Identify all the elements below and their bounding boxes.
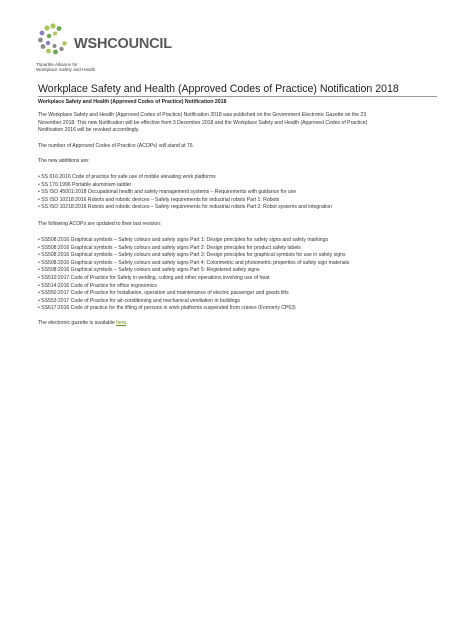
list-item: • SS508:2016 Graphical symbols – Safety colours and safety signs Part 2: Design principles for product safety labels: [38, 244, 301, 251]
updated-heading: [38, 221, 437, 229]
list-item: • SS508:2016 Graphical symbols – Safety colours and safety signs Part 1: Design principles for safety signs and safety markings: [38, 237, 329, 243]
acop-count-text: [38, 143, 437, 151]
list-item: • SS ISO 10218:2016 Robots and robotic devices – Safety requirements for industrial robots Part 1: Robots: [38, 196, 280, 203]
list-item: • SS ISO 10218:2016 Robots and robotic devices – Safety requirements for industrial robots Part 2: Robot systems and integration: [38, 204, 332, 211]
page-title: Workplace Safety and Health (Approved Codes of Practice) Notification 2018: [38, 83, 399, 95]
list-item: • SS508:2016 Graphical symbols – Safety colours and safety signs Part 5: Registered safety signs: [38, 267, 260, 274]
list-item: • SS 616:2016 Code of practice for safe use of mobile elevating work platforms: [38, 174, 216, 180]
gazette-suffix: .: [126, 320, 128, 326]
page-subtitle: Workplace Safety and Health (Approved Codes of Practice) Notification 2018: [38, 99, 227, 105]
tagline-line-1: Tripartite Alliance for: [36, 62, 78, 67]
intro-line: Notification 2016 will be revoked accordingly.: [38, 127, 140, 133]
list-item: • SS514:2016 Code of Practice for office ergonomics: [38, 282, 157, 289]
intro-paragraph: [38, 112, 437, 135]
gazette-line: [38, 320, 437, 328]
new-additions-heading: [38, 158, 437, 166]
updated-section: [38, 237, 437, 313]
brand-wsh: WSH: [74, 36, 108, 52]
list-item: • SS ISO 45001:2018 Occupational health and safety management systems – Requirements with guidance for use: [38, 189, 297, 196]
new-additions-section: [38, 174, 437, 212]
updated-acops-list: [38, 237, 437, 313]
logo-tagline: [36, 62, 95, 73]
list-item: • SS550:2017 Code of Practice for Installation, operation and maintenance of electric passenger and goods lifts: [38, 290, 289, 297]
intro-line: November 2018. This new Notification will be effective from 3 December 2018 and the Workplace Safety and Health (Approved Codes of Practice): [38, 119, 368, 126]
updated-heading-text: The following ACOPs are updated to their last revision:: [38, 221, 162, 227]
acop-count-line: The number of Approved Codes of Practice (ACOPs) will stand at 76.: [38, 143, 194, 149]
gazette-prefix: The electronic gazette is available: [38, 320, 117, 326]
brand-wordmark: [74, 36, 172, 52]
gazette-link[interactable]: here: [116, 320, 127, 326]
title-divider: [38, 96, 437, 97]
tagline-line-2: Workplace Safety and Health: [36, 67, 96, 73]
list-item: • SS553:2017 Code of Practice for air-conditioning and mechanical ventilation in buildings: [38, 297, 240, 304]
list-item: • SS617:2016 Code of practice for the lifting of persons in work platforms suspended from cranes (Formerly CP63): [38, 305, 296, 312]
new-additions-heading-text: The new additions are:: [38, 158, 90, 164]
new-additions-list: [38, 174, 437, 212]
gazette-paragraph: [38, 320, 437, 328]
brand-council: COUNCIL: [107, 36, 172, 52]
intro-line: The Workplace Safety and Health (Approved Codes of Practice) Notification 2018 was published on the Government Electronic Gazette on the 23: [38, 112, 367, 118]
list-item: • SS508:2016 Graphical symbols – Safety colours and safety signs Part 3: Design principles for graphical symbols for use in safety signs: [38, 252, 346, 259]
wsh-logo-mark-icon: [36, 22, 72, 58]
wsh-council-logo: [36, 22, 172, 76]
list-item: • SS510:2017 Code of Practice for Safety in welding, cutting and other operations involving use of heat: [38, 274, 270, 281]
list-item: • SS 176:1996 Portable aluminium ladder: [38, 181, 132, 188]
list-item: • SS508:2016 Graphical symbols – Safety colours and safety signs Part 4: Colorimetric and photometric properties of safety sign materials: [38, 259, 350, 266]
